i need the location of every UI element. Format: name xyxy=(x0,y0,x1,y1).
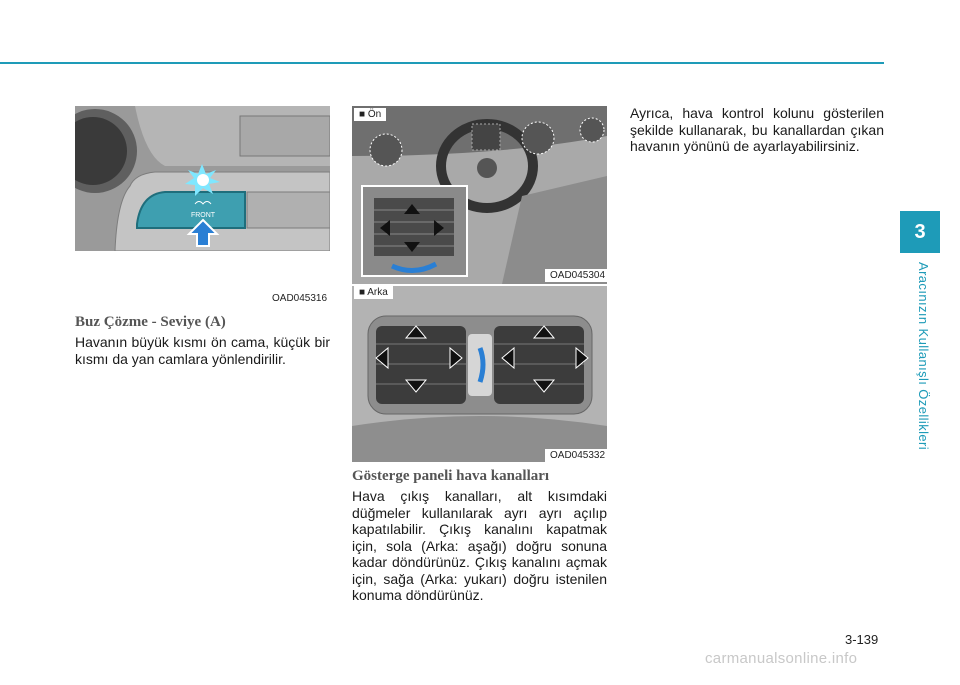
defrost-figure-code: OAD045316 xyxy=(272,293,328,304)
defrost-heading: Buz Çözme - Seviye (A) xyxy=(75,314,226,330)
header-rule xyxy=(0,62,884,64)
defrost-illustration xyxy=(75,106,330,311)
front-button-label: FRONT xyxy=(190,212,216,219)
direction-body: Ayrıca, hava kontrol kolunu gösterilen şekilde kullanarak, bu kanallardan çıkan havanın yönünü de ayarlayabilirsiniz. xyxy=(630,105,884,154)
chapter-tab: 3 xyxy=(900,211,940,253)
front-vents-illustration xyxy=(352,106,607,284)
watermark: carmanualsonline.info xyxy=(705,650,858,667)
vents-heading: Gösterge paneli hava kanalları xyxy=(352,468,550,484)
page-number: 3-139 xyxy=(845,632,879,647)
front-vents-code: OAD045304 xyxy=(545,269,607,282)
chapter-title: Aracınızın Kullanışlı Özellikleri xyxy=(916,262,931,451)
front-vents-tag: ■ Ön xyxy=(354,108,386,121)
rear-vents-illustration xyxy=(352,286,607,462)
rear-vents-tag: ■ Arka xyxy=(354,286,393,299)
defrost-body: Havanın büyük kısmı ön cama, küçük bir kısmı da yan camlara yönlendirilir. xyxy=(75,334,330,367)
rear-vents-figure xyxy=(352,286,607,462)
vents-body: Hava çıkış kanalları, alt kısımdaki düğmeler kullanılarak ayrı ayrı açılıp kapatılabilir. Çıkış kanalını kapatmak için, sola (Arka: aşağı) doğru sonuna kadar döndürünüz. Çıkış kanalını açmak için, sağa (Arka: yukarı) doğru istenilen konuma döndürünüz. xyxy=(352,488,607,603)
front-vents-figure xyxy=(352,106,607,284)
rear-vents-code: OAD045332 xyxy=(545,449,607,462)
defrost-figure xyxy=(75,106,330,311)
